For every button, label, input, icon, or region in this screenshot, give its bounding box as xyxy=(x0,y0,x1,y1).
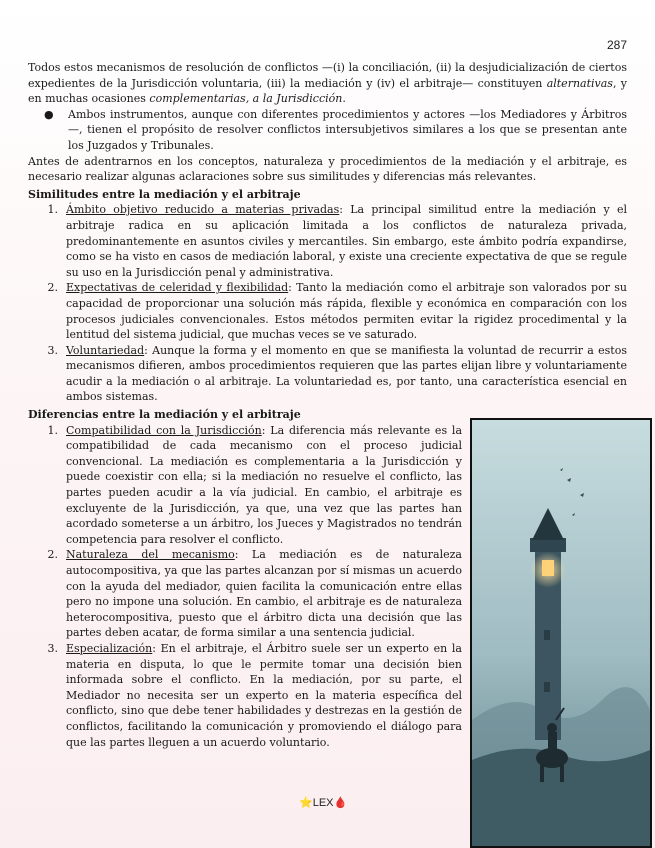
tower-balcony xyxy=(530,538,566,552)
list-item-text: : La mediación es de naturaleza autocompositiva, ya que las partes alcanzan por sí mismas un acuerdo con la ayuda del mediador, quien facilita la comunicación entre ellas pero no impone una solución. En cambio, el arbitraje es de naturaleza heterocompositiva, puesto que el árbitro dicta una decisión que las partes deben acatar, de forma similar a una sentencia judicial. xyxy=(66,548,462,640)
bullet-item xyxy=(28,107,627,154)
list-item-title: Ámbito objetivo reducido a materias privadas xyxy=(66,203,340,217)
diferencias-list xyxy=(28,423,462,750)
tower-window-lit xyxy=(542,560,554,576)
tower-illustration-art xyxy=(472,420,650,846)
star-icon: ⭐ xyxy=(299,797,313,809)
list-item-text: : La diferencia más relevante es la compatibilidad de cada mecanismo con el proceso judicial convencional. La mediación es complementaria a la Jurisdicción y puede coexistir con ella; si la mediación no resuelve el conflicto, las partes pueden acudir a la vía judicial. En cambio, el arbitraje es excluyente de la Jurisdicción, ya que, una vez que las partes han acordado someterse a un árbitro, los Jueces y Magistrados no tendrán competencia para resolver el conflicto. xyxy=(66,423,463,546)
list-item xyxy=(28,641,462,750)
intro-text: Todos estos mecanismos de resolución de conflictos —(i) la conciliación, (ii) la desjudicialización de ciertos expedientes de la Jurisdicción voluntaria, (iii) la mediación y (iv) el arbitraje— constituyen xyxy=(28,61,627,90)
list-number: 1. xyxy=(47,203,58,217)
list-item-text: : Aunque la forma y el momento en que se manifiesta la voluntad de recurrir a estos mecanismos difieren, ambos procedimientos requieren que las partes elijan libre y voluntariamente acudir a la mediación o al arbitraje. La voluntariedad es, por tanto, una característica esencial en ambos sistemas. xyxy=(66,343,627,404)
list-item xyxy=(28,343,627,405)
list-number: 1. xyxy=(47,423,58,437)
list-number: 3. xyxy=(47,641,58,655)
intro-paragraph xyxy=(28,60,627,107)
list-item xyxy=(28,547,462,641)
tower-illustration xyxy=(470,418,652,848)
list-item-title: Expectativas de celeridad y flexibilidad xyxy=(66,281,289,295)
list-item-title: Voluntariedad xyxy=(66,343,145,357)
list-item-title: Especialización xyxy=(66,641,153,655)
bullet-marker: ● xyxy=(44,107,54,121)
section-heading-similitudes: Similitudes entre la mediación y el arbitraje xyxy=(28,187,301,201)
intro-emphasis-2: complementarias, a la Jurisdicción xyxy=(149,92,343,106)
section-heading-diferencias: Diferencias entre la mediación y el arbitraje xyxy=(28,408,301,422)
footer-logo-text: LEX xyxy=(312,797,334,809)
list-item xyxy=(28,280,627,342)
list-number: 2. xyxy=(47,281,58,295)
page-number: 287 xyxy=(606,38,627,52)
intro-text-end: . xyxy=(342,92,346,106)
intro-text-mid: , y en muchas ocasiones xyxy=(28,76,627,106)
list-item-text: : En el arbitraje, el Árbitro suele ser un experto en la materia en disputa, lo que le permite tomar una decisión bien informada sobre el conflicto. En la mediación, por su parte, el Mediador no necesita ser un experto en la materia específica del conflicto, sino que debe tener habilidades y destrezas en la gestión de conflictos, facilitando la comunicación y promoviendo el diálogo para que las partes lleguen a un acuerdo voluntario. xyxy=(66,641,462,749)
list-item-text: : La principal similitud entre la mediación y el arbitraje radica en su aplicación limitada a los conflictos de naturaleza privada, predominantemente en asuntos civiles y mercantiles. Sin embargo, este ámbito podría expandirse, como se ha visto en casos de mediación laboral, y existe una creciente expectativa de que se regule su uso en la Jurisdicción penal y administrativa. xyxy=(66,203,627,279)
similitudes-list xyxy=(28,202,627,405)
blood-drop-icon: 🩸 xyxy=(333,797,348,809)
transition-paragraph: Antes de adentrarnos en los conceptos, naturaleza y procedimientos de la mediación y el arbitraje, es necesario realizar algunas aclaraciones sobre sus similitudes y diferencias más relevantes. xyxy=(28,154,627,184)
list-item-title: Compatibilidad con la Jurisdicción xyxy=(66,423,262,437)
bullet-text: Ambos instrumentos, aunque con diferentes procedimientos y actores —los Mediadores y Árbitros—, tienen el propósito de resolver conflictos intersubjetivos similares a los que se presentan ante los Juzgados y Tribunales. xyxy=(68,107,627,152)
tower-window xyxy=(544,630,550,640)
intro-emphasis-1: alternativas xyxy=(546,76,613,90)
list-item-text: : Tanto la mediación como el arbitraje son valorados por su capacidad de proporcionar una solución más rápida, flexible y económica en comparación con los procesos judiciales convencionales. Estos métodos permiten evitar la rigidez procedimental y la lentitud del sistema judicial, que muchas veces se ve saturado. xyxy=(66,281,627,342)
list-number: 2. xyxy=(47,548,58,562)
list-item xyxy=(28,202,627,280)
tower-window xyxy=(544,682,550,692)
footer-logo xyxy=(299,796,347,809)
list-number: 3. xyxy=(47,343,58,357)
list-item-title: Naturaleza del mecanismo xyxy=(66,548,235,562)
list-item xyxy=(28,423,462,548)
